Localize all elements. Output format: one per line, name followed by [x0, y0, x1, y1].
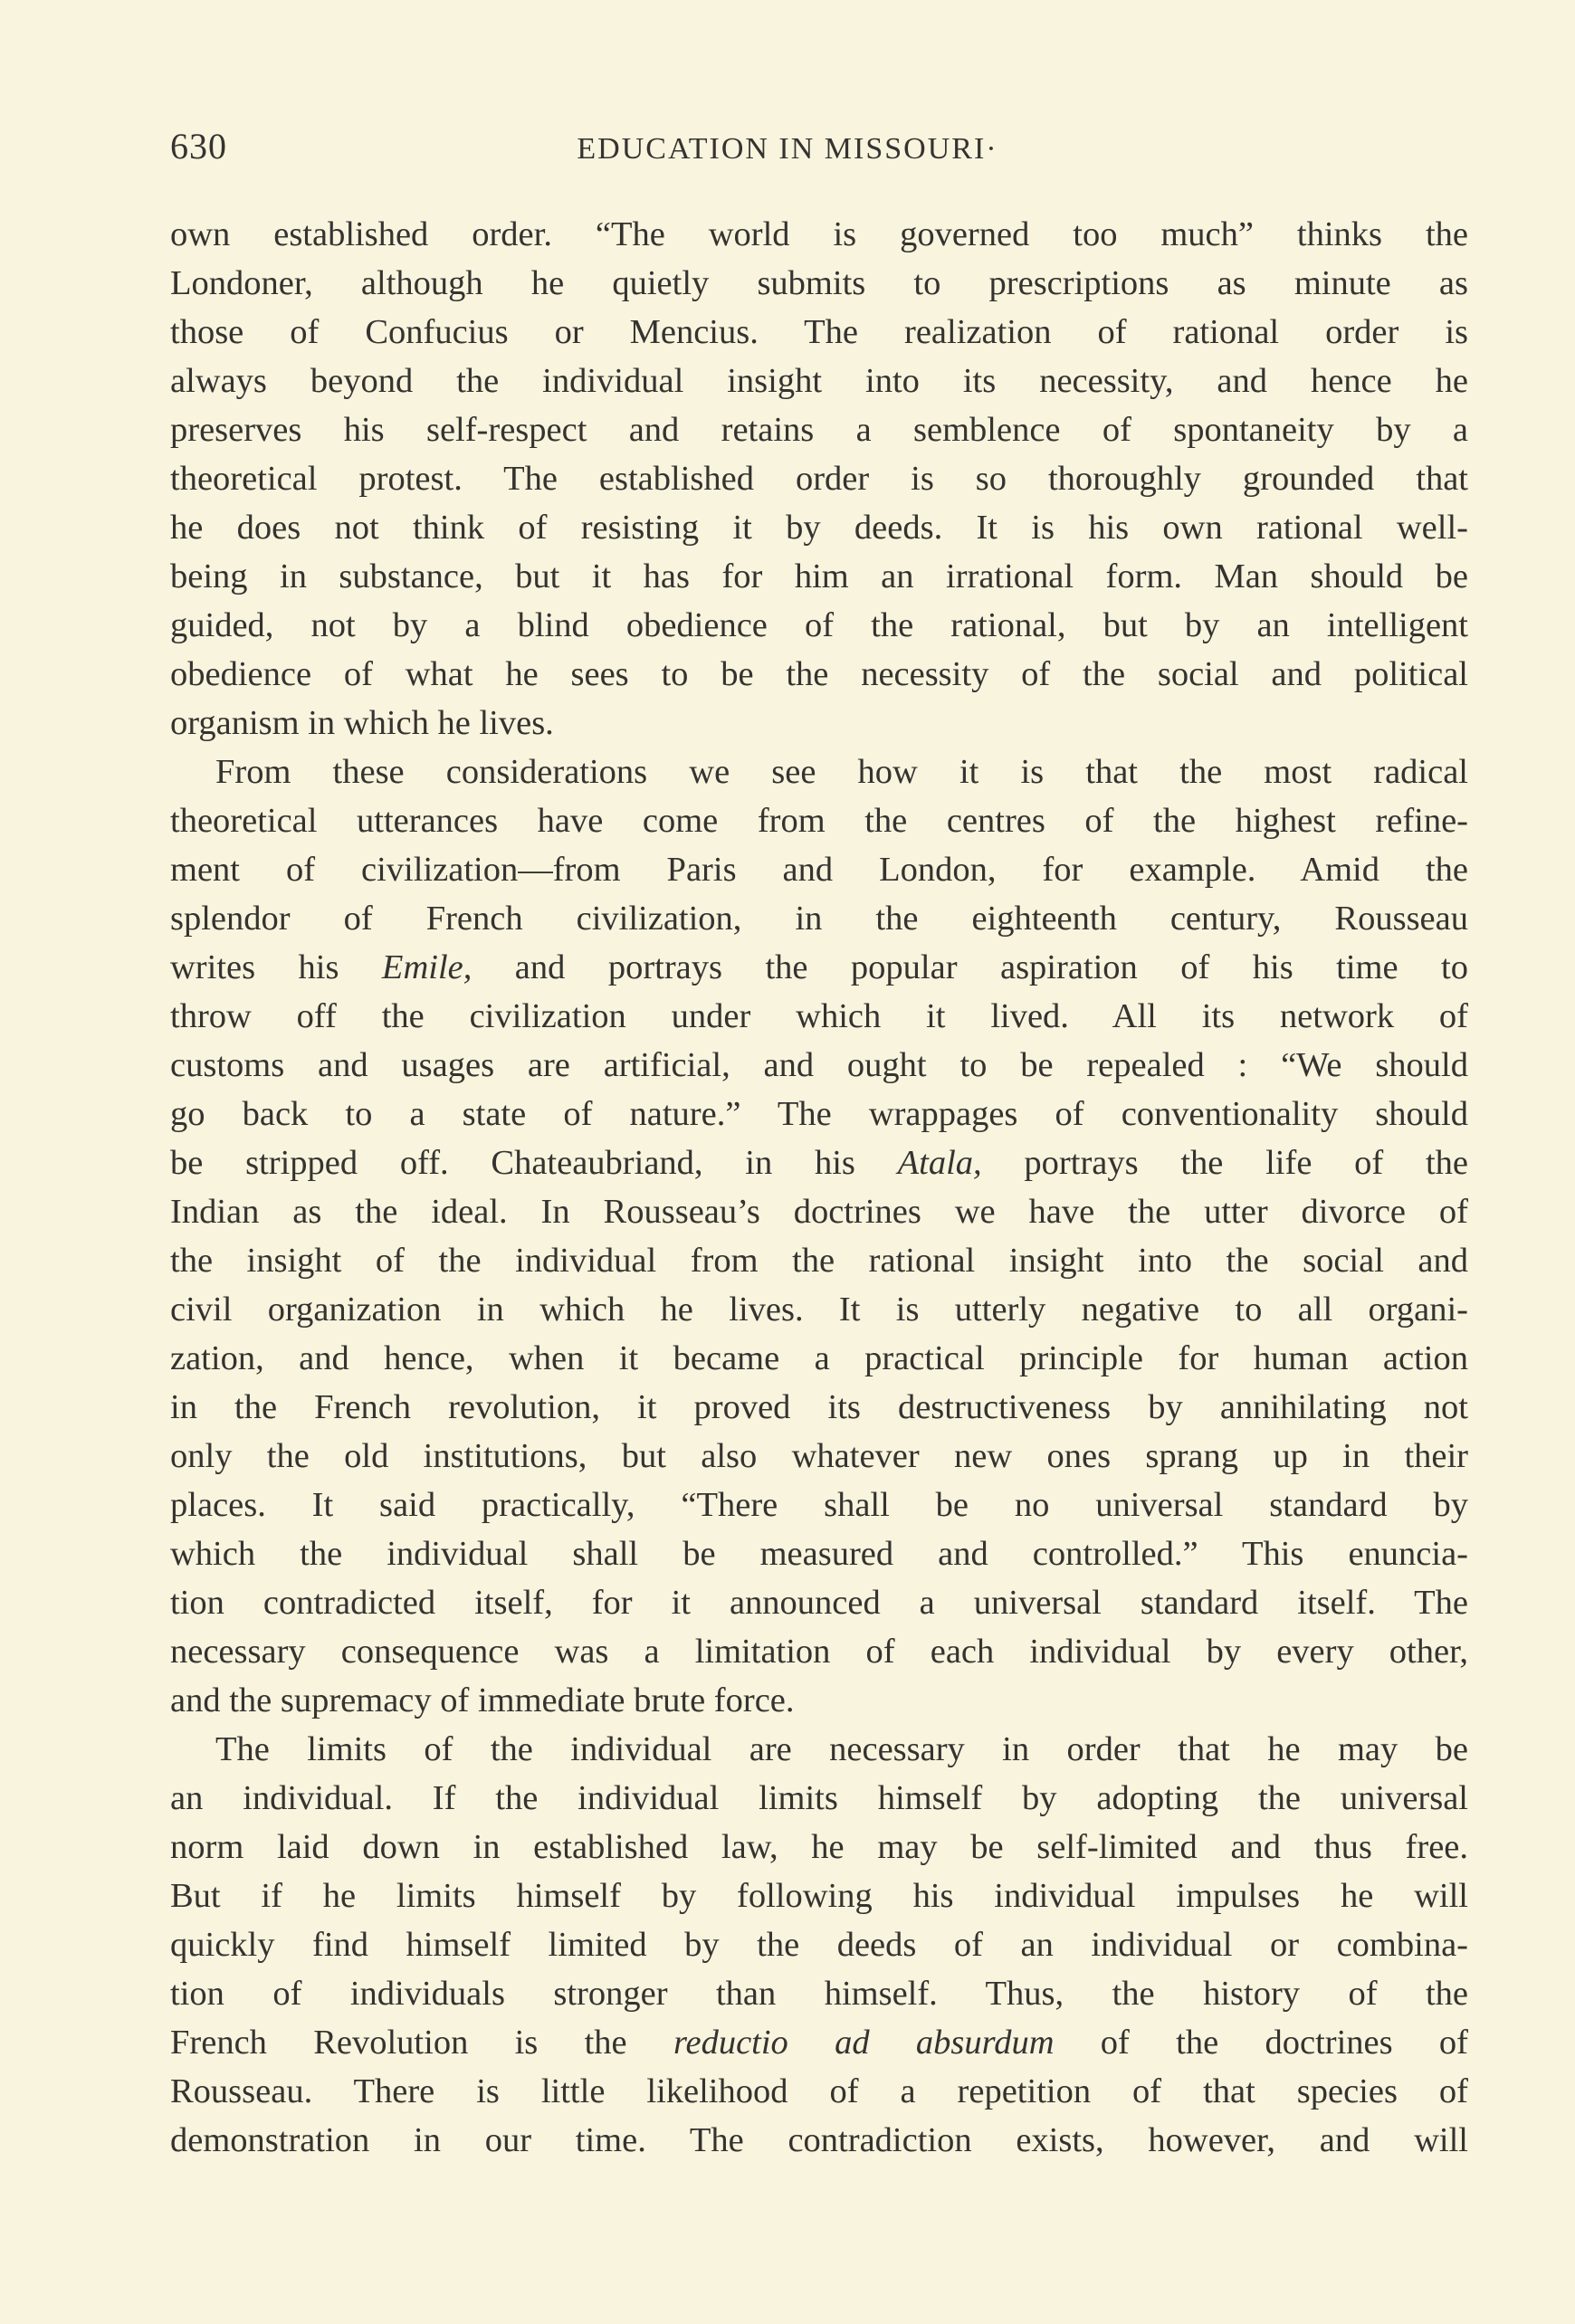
- line-text: in the French revolution, it proved its destructiveness by annihilating not: [170, 1388, 1468, 1426]
- text-line: [170, 405, 1468, 454]
- line-text: throw off the civilization under which it lived. All its network of: [170, 997, 1468, 1035]
- text-line: [170, 1138, 1468, 1187]
- text-line: [170, 308, 1468, 357]
- line-text: guided, not by a blind obedience of the rational, but by an intelligent: [170, 606, 1468, 644]
- line-text: tion of individuals stronger than himself. Thus, the history of the: [170, 1975, 1468, 2013]
- line-text: The limits of the individual are necessary in order that he may be: [215, 1730, 1468, 1768]
- line-text: From these considerations we see how it is that the most radical: [215, 753, 1468, 791]
- text-line: [170, 894, 1468, 943]
- text-line: [170, 503, 1468, 552]
- running-head: EDUCATION IN MISSOURI·: [577, 132, 998, 166]
- line-text: civil organization in which he lives. It is utterly negative to all organi-: [170, 1291, 1468, 1329]
- text-line: [170, 552, 1468, 601]
- line-text: go back to a state of nature.” The wrappages of conventionality should: [170, 1095, 1468, 1133]
- line-text: tion contradicted itself, for it announced a universal standard itself. The: [170, 1584, 1468, 1622]
- text-line: [170, 650, 1468, 699]
- text-line: [170, 943, 1468, 992]
- text-line: [170, 1187, 1468, 1236]
- line-text: those of Confucius or Mencius. The realization of rational order is: [170, 313, 1468, 351]
- text-line: [170, 748, 1468, 796]
- text-line: [170, 1920, 1468, 1969]
- line-text: theoretical protest. The established order is so thoroughly grounded that: [170, 460, 1468, 498]
- italic-text: Emile,: [381, 948, 472, 986]
- text-line: [170, 1383, 1468, 1432]
- line-text: only the old institutions, but also whatever new ones sprang up in their: [170, 1437, 1468, 1475]
- line-text: preserves his self-respect and retains a semblence of spontaneity by a: [170, 411, 1468, 449]
- line-text: writes his: [170, 948, 382, 986]
- line-text: of the doctrines of: [1054, 2024, 1468, 2062]
- line-text: theoretical utterances have come from the centres of the highest refine-: [170, 802, 1468, 840]
- page-number: 630: [170, 126, 227, 167]
- text-line: [170, 1823, 1468, 1872]
- text-line: [170, 992, 1468, 1041]
- line-text: and the supremacy of immediate brute force.: [170, 1681, 795, 1719]
- line-text: Londoner, although he quietly submits to prescriptions as minute as: [170, 264, 1468, 302]
- text-line: [170, 259, 1468, 308]
- text-line: [170, 699, 1468, 748]
- text-line: [170, 796, 1468, 845]
- italic-text: Atala,: [897, 1144, 982, 1182]
- line-text: be stripped off. Chateaubriand, in his: [170, 1144, 898, 1182]
- text-line: [170, 1578, 1468, 1627]
- line-text: necessary consequence was a limitation of each individual by every other,: [170, 1633, 1468, 1671]
- text-line: [170, 1774, 1468, 1823]
- text-line: [170, 1334, 1468, 1383]
- line-text: which the individual shall be measured and controlled.” This enuncia-: [170, 1535, 1468, 1573]
- text-line: [170, 357, 1468, 405]
- text-line: [170, 1676, 1468, 1725]
- text-line: [170, 1529, 1468, 1578]
- text-line: [170, 1969, 1468, 2018]
- text-line: [170, 210, 1468, 259]
- line-text: Indian as the ideal. In Rousseau’s doctrines we have the utter divorce of: [170, 1193, 1468, 1231]
- line-text: customs and usages are artificial, and ought to be repealed : “We should: [170, 1046, 1468, 1084]
- line-text: Rousseau. There is little likelihood of a repetition of that species of: [170, 2072, 1468, 2110]
- italic-text: reductio ad absurdum: [673, 2024, 1055, 2062]
- text-line: [170, 1872, 1468, 1920]
- line-text: the insight of the individual from the rational insight into the social and: [170, 1242, 1468, 1280]
- line-text: always beyond the individual insight into its necessity, and hence he: [170, 362, 1468, 400]
- line-text: French Revolution is the: [170, 2024, 673, 2062]
- page-body-text: [170, 210, 1468, 2165]
- text-line: [170, 2067, 1468, 2116]
- line-text: portrays the life of the: [981, 1144, 1468, 1182]
- line-text: quickly find himself limited by the deeds of an individual or combina-: [170, 1926, 1468, 1964]
- line-text: places. It said practically, “There shall be no universal standard by: [170, 1486, 1468, 1524]
- line-text: demonstration in our time. The contradiction exists, however, and will: [170, 2121, 1468, 2159]
- text-line: [170, 1285, 1468, 1334]
- text-line: [170, 1725, 1468, 1774]
- text-line: [170, 1090, 1468, 1138]
- text-line: [170, 454, 1468, 503]
- line-text: ment of civilization—from Paris and London, for example. Amid the: [170, 851, 1468, 889]
- text-line: [170, 2018, 1468, 2067]
- text-line: [170, 1236, 1468, 1285]
- line-text: zation, and hence, when it became a practical principle for human action: [170, 1339, 1468, 1377]
- text-line: [170, 1481, 1468, 1529]
- line-text: own established order. “The world is governed too much” thinks the: [170, 215, 1468, 253]
- line-text: and portrays the popular aspiration of his time to: [472, 948, 1468, 986]
- text-line: [170, 1627, 1468, 1676]
- text-line: [170, 845, 1468, 894]
- line-text: being in substance, but it has for him an irrational form. Man should be: [170, 557, 1468, 595]
- text-line: [170, 601, 1468, 650]
- line-text: But if he limits himself by following his individual impulses he will: [170, 1877, 1468, 1915]
- line-text: he does not think of resisting it by deeds. It is his own rational well-: [170, 509, 1468, 547]
- line-text: an individual. If the individual limits himself by adopting the universal: [170, 1779, 1468, 1817]
- line-text: norm laid down in established law, he may be self-limited and thus free.: [170, 1828, 1468, 1866]
- text-line: [170, 1432, 1468, 1481]
- text-line: [170, 2116, 1468, 2165]
- line-text: organism in which he lives.: [170, 704, 554, 742]
- line-text: splendor of French civilization, in the eighteenth century, Rousseau: [170, 900, 1468, 938]
- line-text: obedience of what he sees to be the necessity of the social and political: [170, 655, 1468, 693]
- text-line: [170, 1041, 1468, 1090]
